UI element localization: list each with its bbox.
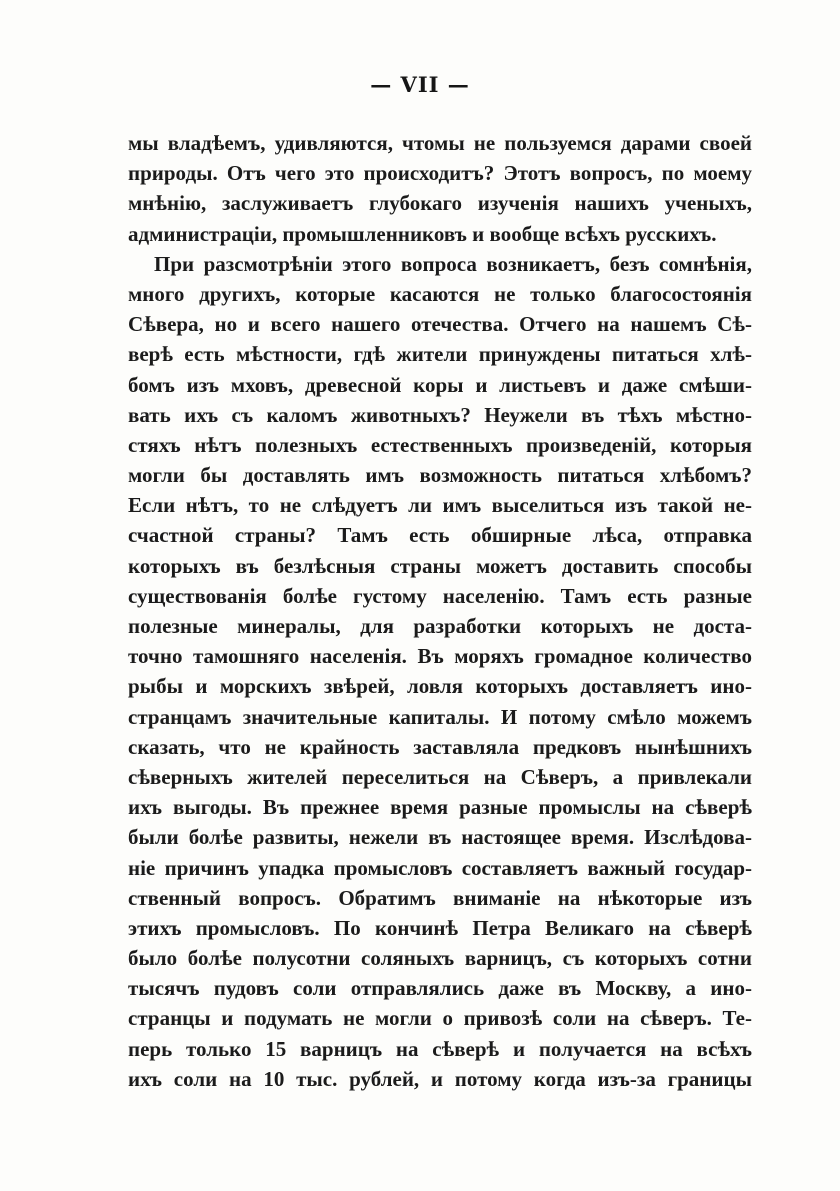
text-line: мнѣнію, заслуживаетъ глубокаго изученія нашихъ ученыхъ, [128,191,752,216]
text-line: этихъ промысловъ. По кончинѣ Петра Великаго на сѣверѣ [128,915,752,940]
text-line: природы. Отъ чего это происходитъ? Этотъ вопросъ, по моему [128,161,752,186]
text-line: странцамъ значительные капиталы. И потому смѣло можемъ [128,704,752,729]
page-number: — VII — [370,72,470,97]
body-text [128,128,752,1094]
text-line: сказать, что не крайность заставляла предковъ нынѣшнихъ [128,734,752,759]
text-line: счастной страны? Тамъ есть обширные лѣса, отправка [128,523,752,548]
text-line: вать ихъ съ каломъ животныхъ? Неужели въ тѣхъ мѣстно- [128,402,752,427]
text-line: мы владѣемъ, удивляются, чтомы не пользуемся дарами своей [128,131,752,155]
text-line: могли бы доставлять имъ возможность питаться хлѣбомъ? [128,463,752,488]
text-line: администраціи, промышленниковъ и вообще всѣхъ русскихъ. [128,221,717,246]
text-line: ственный вопросъ. Обратимъ вниманіе на нѣкоторые изъ [128,885,752,910]
text-line: При разсмотрѣніи этого вопроса возникаетъ, безъ сомнѣнія, [154,251,752,276]
text-line: Если нѣтъ, то не слѣдуетъ ли имъ выселиться изъ такой не- [128,493,752,518]
text-line: бомъ изъ мховъ, древесной коры и листьевъ и даже смѣши- [128,372,752,397]
text-line: стяхъ нѣтъ полезныхъ естественныхъ произведеній, которыя [128,432,752,457]
text-line: Сѣвера, но и всего нашего отечества. Отчего на нашемъ Сѣ- [128,312,752,337]
text-line: верѣ есть мѣстности, гдѣ жители принуждены питаться хлѣ- [128,342,752,367]
text-line: полезные минералы, для разработки которыхъ не доста- [128,614,752,638]
text-line: ихъ выгоды. Въ прежнее время разные промыслы на сѣверѣ [128,795,752,820]
text-line: рыбы и морскихъ звѣрей, ловля которыхъ доставляетъ ино- [128,674,752,699]
text-line: ніе причинъ упадка промысловъ составляетъ важный государ- [128,855,752,880]
text-line: которыхъ въ безлѣсныя страны можетъ доставить способы [128,553,752,578]
text-line: были болѣе развиты, нежели въ настоящее время. Изслѣдова- [128,825,752,850]
text-line: странцы и подумать не могли о привозѣ соли на сѣверъ. Те- [128,1006,752,1031]
text-line: было болѣе полусотни соляныхъ варницъ, съ которыхъ сотни [128,946,752,971]
text-line: тысячъ пудовъ соли отправлялись даже въ Москву, а ино- [128,976,752,1001]
text-line: существованія болѣе густому населенію. Тамъ есть разные [128,583,752,608]
text-line: много другихъ, которые касаются не только благосостоянія [128,281,752,306]
text-line: сѣверныхъ жителей переселиться на Сѣверъ, а привлекали [128,764,752,789]
text-line: перь только 15 варницъ на сѣверѣ и получается на всѣхъ [128,1036,752,1061]
text-line: ихъ соли на 10 тыс. рублей, и потому когда изъ-за границы [128,1066,752,1091]
paragraph [128,249,752,1094]
text-line: точно тамошняго населенія. Въ моряхъ громадное количество [128,644,752,669]
paragraph [128,128,752,249]
